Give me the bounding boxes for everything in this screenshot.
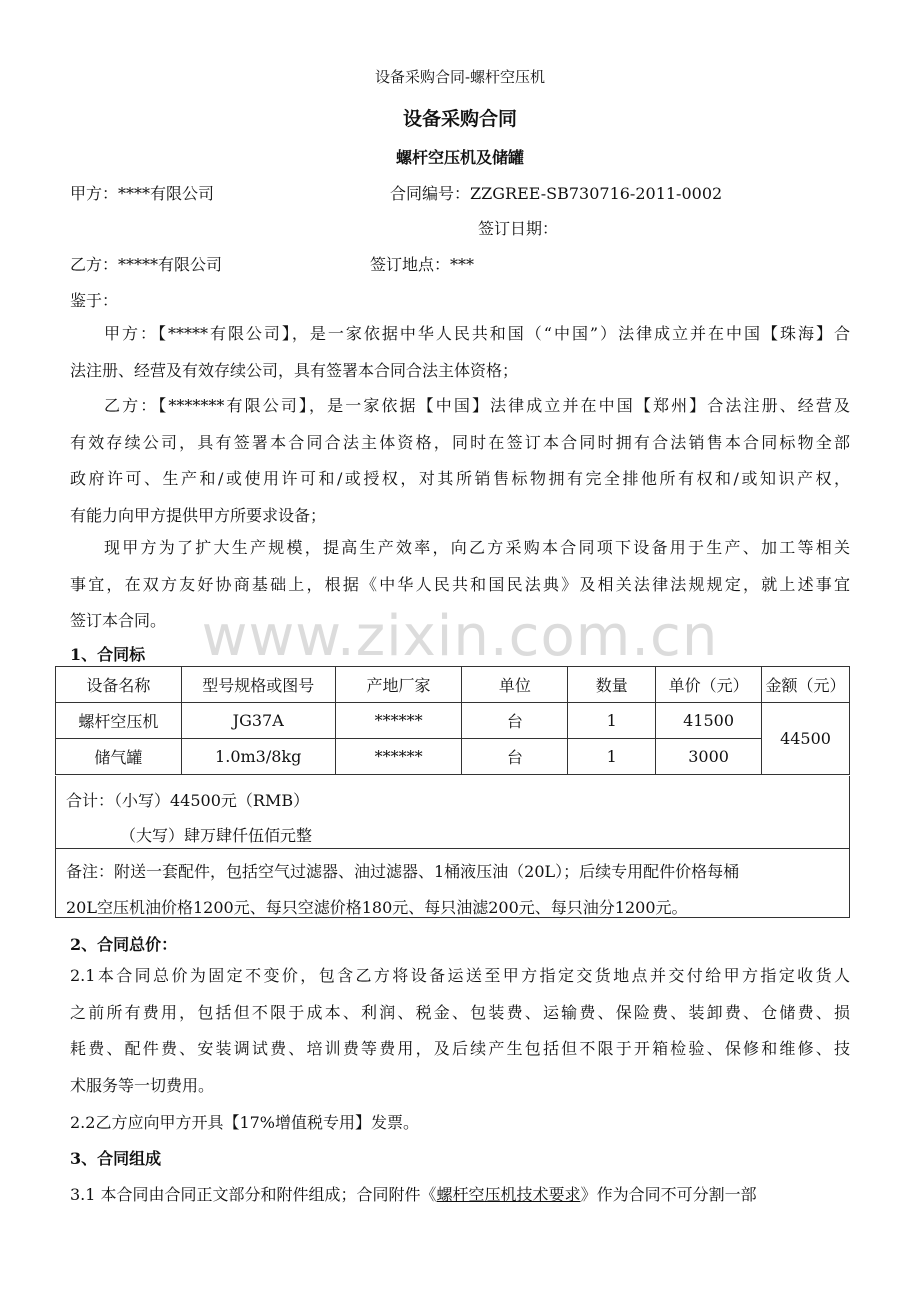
paragraph-3-1 — [70, 1182, 757, 1205]
table-header-row — [56, 667, 850, 703]
table-row — [56, 739, 850, 775]
text-line: 事宜，在双方友好协商基础上，根据《中华人民共和国民法典》及相关法律法规规定，就上述事宜 — [70, 574, 850, 594]
total-big: （大写）肆万肆仟伍佰元整 — [120, 826, 313, 845]
text-line: 乙方：【*******有限公司】，是一家依据【中国】法律成立并在中国【郑州】合法注册、经营及 — [104, 396, 850, 415]
table-header-cell: 设备名称 — [56, 667, 182, 703]
watermark: www.zixin.com.cn — [201, 604, 719, 669]
paragraph-2-1 — [70, 958, 850, 1104]
table-cell: 台 — [462, 703, 568, 739]
table-header-cell: 单位 — [462, 667, 568, 703]
section-1-heading: 1、合同标 — [70, 645, 146, 664]
party-b: 乙方：*****有限公司 — [70, 255, 223, 274]
table-row — [56, 703, 850, 739]
text-line: 之前所有费用，包括但不限于成本、利润、税金、包装费、运输费、保险费、装卸费、仓储费、损 — [70, 1002, 850, 1022]
party-a: 甲方：****有限公司 — [70, 184, 215, 203]
table-cell: 1 — [568, 703, 656, 739]
table-cell: 储气罐 — [56, 739, 182, 775]
summary-divider — [56, 848, 849, 849]
table-cell: ****** — [335, 703, 462, 739]
table-cell: ****** — [335, 739, 462, 775]
table-header-cell: 单价（元） — [656, 667, 762, 703]
whereas-label: 鉴于： — [70, 291, 119, 310]
paragraph-party-a — [70, 316, 850, 389]
table-cell: 螺杆空压机 — [56, 703, 182, 739]
text-line: 政府许可、生产和/或使用许可和/或授权，对其所销售标物拥有完全排他所有权和/或知识产权， — [70, 469, 850, 488]
annex-title: 螺杆空压机技术要求 — [436, 1185, 581, 1204]
text-line: 现甲方为了扩大生产规模，提高生产效率，向乙方采购本合同项下设备用于生产、加工等相关 — [104, 538, 850, 557]
section-3-heading: 3、合同组成 — [70, 1149, 162, 1168]
table-cell: JG37A — [181, 703, 335, 739]
table-cell: 1.0m3/8kg — [181, 739, 335, 775]
text-segment: 》作为合同不可分割一部 — [580, 1185, 757, 1204]
document-title: 设备采购合同 — [402, 108, 517, 130]
table-header-cell: 金额（元） — [762, 667, 850, 703]
table-header-cell: 型号规格或图号 — [181, 667, 335, 703]
table-cell: 3000 — [656, 739, 762, 775]
section-2-heading: 2、合同总价： — [70, 935, 178, 954]
text-segment: 3.1 本合同由合同正文部分和附件组成；合同附件《 — [70, 1185, 437, 1204]
contract-number: 合同编号：ZZGREE-SB730716-2011-0002 — [390, 184, 723, 203]
total-amount-cell: 44500 — [762, 703, 850, 775]
remark-line: 20L空压机油价格1200元、每只空滤价格180元、每只油滤200元、每只油分1200元。 — [66, 898, 688, 917]
text-line: 甲方：【*****有限公司】，是一家依据中华人民共和国（“中国”）法律成立并在中国【珠海】合 — [104, 324, 850, 343]
document-subtitle: 螺杆空压机及储罐 — [395, 148, 524, 167]
table-header-cell: 数量 — [568, 667, 656, 703]
table-header-cell: 产地厂家 — [335, 667, 462, 703]
text-line: 法注册、经营及有效存续公司，具有签署本合同合法主体资格； — [70, 360, 519, 380]
sign-date: 签订日期： — [478, 219, 559, 238]
text-line: 有效存续公司，具有签署本合同合法主体资格，同时在签订本合同时拥有合法销售本合同标物全部 — [70, 432, 850, 452]
text-line: 签订本合同。 — [70, 611, 167, 630]
table-cell: 41500 — [656, 703, 762, 739]
remark-line: 备注：附送一套配件，包括空气过滤器、油过滤器、1桶液压油（20L）；后续专用配件价格每桶 — [66, 862, 740, 881]
text-line: 有能力向甲方提供甲方所要求设备； — [70, 505, 327, 525]
equipment-table — [55, 666, 850, 775]
sign-place: 签订地点：*** — [370, 255, 475, 274]
text-line: 术服务等一切费用。 — [70, 1075, 215, 1095]
total-small: 合计：（小写）44500元（RMB） — [66, 791, 310, 810]
paragraph-2-2: 2.2乙方应向甲方开具【17%增值税专用】发票。 — [70, 1113, 420, 1132]
paragraph-party-b — [70, 388, 850, 534]
running-header: 设备采购合同-螺杆空压机 — [374, 68, 546, 86]
table-cell: 台 — [462, 739, 568, 775]
table-summary-box — [55, 776, 850, 918]
table-cell: 1 — [568, 739, 656, 775]
text-line: 耗费、配件费、安装调试费、培训费等费用，及后续产生包括但不限于开箱检验、保修和维修、技 — [70, 1039, 850, 1058]
text-line: 2.1本合同总价为固定不变价，包含乙方将设备运送至甲方指定交货地点并交付给甲方指定收货人 — [70, 966, 850, 985]
